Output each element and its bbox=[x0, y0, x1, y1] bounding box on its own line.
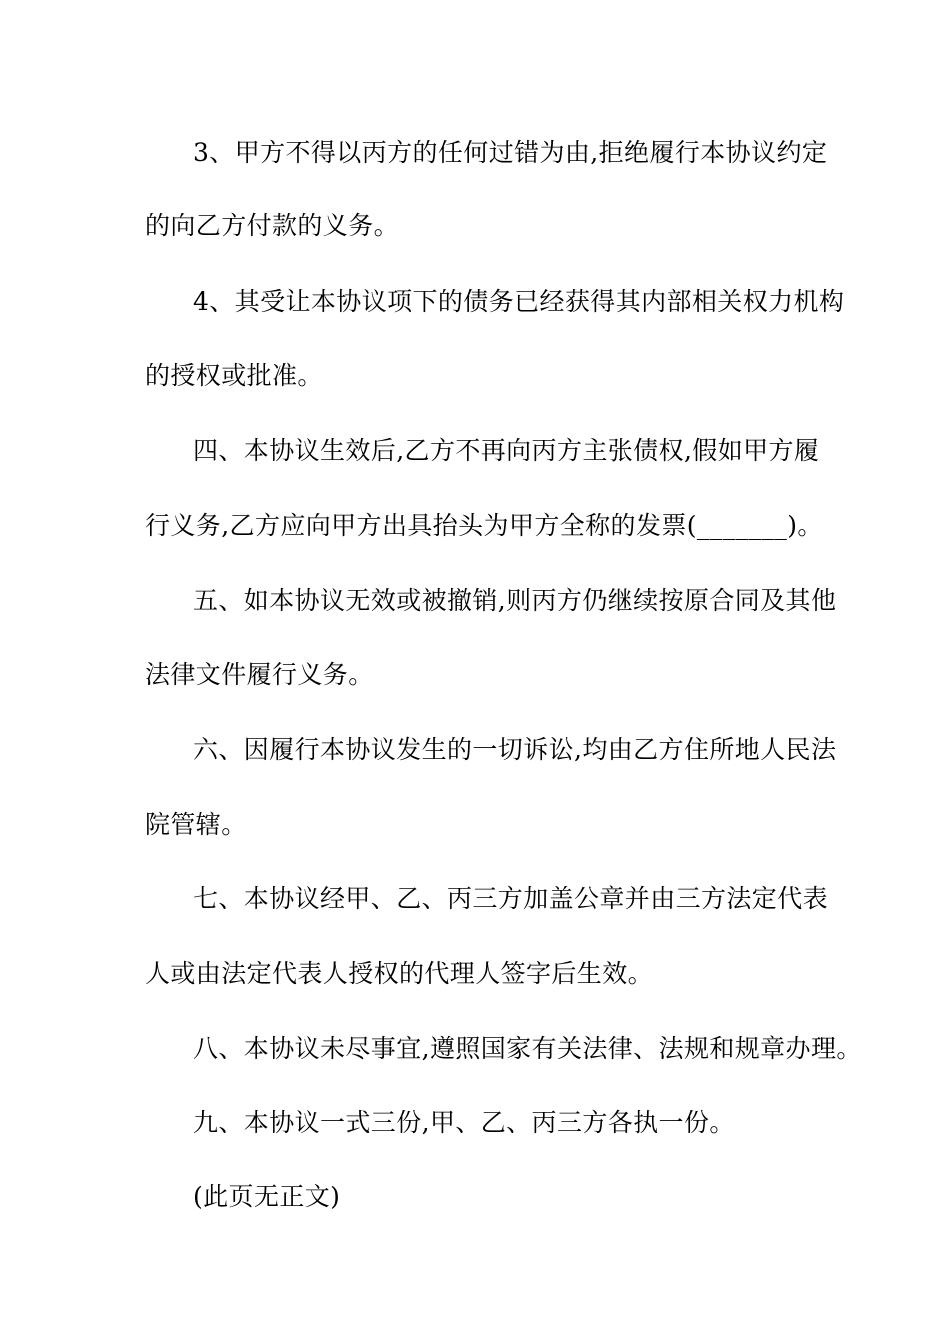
no-text-note: (此页无正文) bbox=[193, 1182, 341, 1211]
article-7-line-1: 七、本协议经甲、乙、丙三方加盖公章并由三方法定代表 bbox=[193, 884, 829, 913]
article-6-line-2: 院管辖。 bbox=[145, 810, 247, 839]
article-4-line-2: 行义务,乙方应向甲方出具抬头为甲方全称的发票(_______)。 bbox=[145, 511, 823, 540]
article-9-line: 九、本协议一式三份,甲、乙、丙三方各执一份。 bbox=[193, 1108, 735, 1137]
article-7-line-2: 人或由法定代表人授权的代理人签字后生效。 bbox=[145, 959, 654, 988]
article-5-line-1: 五、如本协议无效或被撤销,则丙方仍继续按原合同及其他 bbox=[193, 586, 837, 615]
article-5-line-2: 法律文件履行义务。 bbox=[145, 660, 374, 689]
clause-4-line-1: 4、其受让本协议项下的债务已经获得其内部相关权力机构 bbox=[193, 287, 845, 316]
clause-4-line-2: 的授权或批准。 bbox=[145, 361, 323, 390]
article-8-line: 八、本协议未尽事宜,遵照国家有关法律、法规和规章办理。 bbox=[193, 1034, 862, 1063]
clause-3-line-2: 的向乙方付款的义务。 bbox=[145, 211, 400, 240]
clause-3-line-1: 3、甲方不得以丙方的任何过错为由,拒绝履行本协议约定 bbox=[193, 138, 828, 167]
article-6-line-1: 六、因履行本协议发生的一切诉讼,均由乙方住所地人民法 bbox=[193, 735, 837, 764]
article-4-line-1: 四、本协议生效后,乙方不再向丙方主张债权,假如甲方履 bbox=[193, 436, 820, 465]
